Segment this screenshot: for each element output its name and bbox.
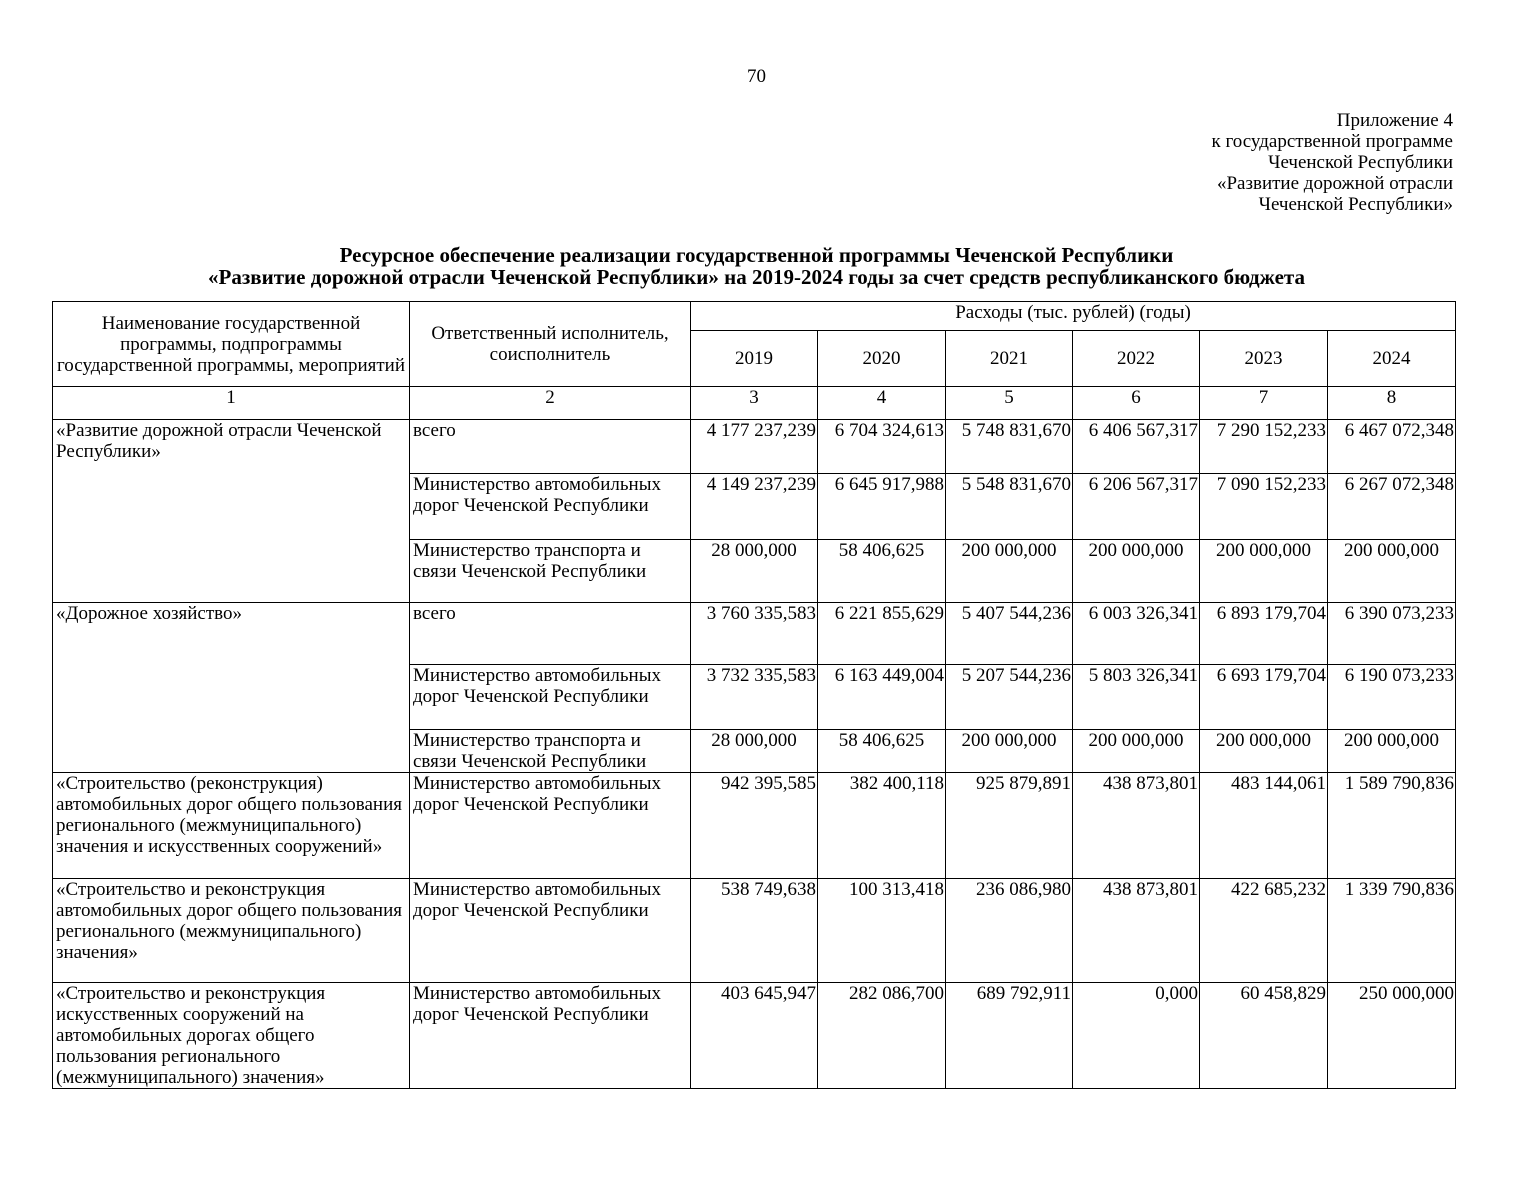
responsible-cell: Министерство транспорта и связи Чеченской Республики [410, 540, 691, 603]
table-row [53, 879, 1456, 983]
value-cell: 200 000,000 [1328, 730, 1456, 773]
appendix-line: к государственной программе [1211, 131, 1453, 152]
responsible-cell: всего [410, 603, 691, 665]
value-cell: 6 467 072,348 [1328, 420, 1456, 474]
value-cell: 6 267 072,348 [1328, 474, 1456, 540]
table-row [53, 983, 1456, 1089]
value-cell: 438 873,801 [1073, 773, 1200, 879]
column-number: 1 [53, 387, 410, 420]
value-cell: 1 339 790,836 [1328, 879, 1456, 983]
value-cell: 6 190 073,233 [1328, 665, 1456, 730]
value-cell: 5 407 544,236 [946, 603, 1073, 665]
value-cell: 3 732 335,583 [691, 665, 818, 730]
appendix-note [1053, 110, 1453, 215]
responsible-cell: всего [410, 420, 691, 474]
value-cell: 6 221 855,629 [818, 603, 946, 665]
value-cell: 6 163 449,004 [818, 665, 946, 730]
responsible-cell: Министерство автомобильных дорог Чеченской Республики [410, 773, 691, 879]
value-cell: 5 548 831,670 [946, 474, 1073, 540]
value-cell: 28 000,000 [691, 730, 818, 773]
value-cell: 6 893 179,704 [1200, 603, 1328, 665]
value-cell: 6 704 324,613 [818, 420, 946, 474]
value-cell: 689 792,911 [946, 983, 1073, 1089]
value-cell: 7 090 152,233 [1200, 474, 1328, 540]
responsible-cell: Министерство транспорта и связи Чеченской Республики [410, 730, 691, 773]
header-responsible: Ответственный исполнитель, соисполнитель [410, 302, 691, 387]
value-cell: 4 177 237,239 [691, 420, 818, 474]
column-number: 6 [1073, 387, 1200, 420]
value-cell: 58 406,625 [818, 540, 946, 603]
value-cell: 538 749,638 [691, 879, 818, 983]
table-row [53, 420, 1456, 474]
value-cell: 6 003 326,341 [1073, 603, 1200, 665]
responsible-cell: Министерство автомобильных дорог Чеченской Республики [410, 474, 691, 540]
table-row [53, 603, 1456, 665]
value-cell: 483 144,061 [1200, 773, 1328, 879]
value-cell: 200 000,000 [1328, 540, 1456, 603]
value-cell: 3 760 335,583 [691, 603, 818, 665]
value-cell: 200 000,000 [946, 730, 1073, 773]
header-year: 2022 [1073, 331, 1200, 387]
document-title-line: «Развитие дорожной отрасли Чеченской Республики» на 2019-2024 годы за счет средств республиканского бюджета [208, 265, 1305, 289]
value-cell: 200 000,000 [1073, 540, 1200, 603]
value-cell: 60 458,829 [1200, 983, 1328, 1089]
value-cell: 382 400,118 [818, 773, 946, 879]
value-cell: 6 693 179,704 [1200, 665, 1328, 730]
value-cell: 6 645 917,988 [818, 474, 946, 540]
value-cell: 5 803 326,341 [1073, 665, 1200, 730]
responsible-cell: Министерство автомобильных дорог Чеченской Республики [410, 879, 691, 983]
budget-table [52, 301, 1456, 1089]
column-number: 5 [946, 387, 1073, 420]
value-cell: 925 879,891 [946, 773, 1073, 879]
value-cell: 200 000,000 [1073, 730, 1200, 773]
appendix-line: Чеченской Республики» [1258, 194, 1453, 215]
value-cell: 200 000,000 [1200, 730, 1328, 773]
column-number: 3 [691, 387, 818, 420]
header-year: 2024 [1328, 331, 1456, 387]
value-cell: 200 000,000 [946, 540, 1073, 603]
program-name: «Развитие дорожной отрасли Чеченской Республики» [53, 420, 410, 603]
value-cell: 4 149 237,239 [691, 474, 818, 540]
header-year: 2019 [691, 331, 818, 387]
value-cell: 282 086,700 [818, 983, 946, 1089]
header-year: 2023 [1200, 331, 1328, 387]
appendix-line: Приложение 4 [1336, 110, 1453, 131]
value-cell: 422 685,232 [1200, 879, 1328, 983]
header-name: Наименование государственной программы, подпрограммы государственной программы, мероприятий [53, 302, 410, 387]
value-cell: 6 390 073,233 [1328, 603, 1456, 665]
responsible-cell: Министерство автомобильных дорог Чеченской Республики [410, 665, 691, 730]
appendix-line: Чеченской Республики [1268, 152, 1453, 173]
value-cell: 236 086,980 [946, 879, 1073, 983]
value-cell: 28 000,000 [691, 540, 818, 603]
program-name: «Дорожное хозяйство» [53, 603, 410, 773]
value-cell: 0,000 [1073, 983, 1200, 1089]
column-number-row [53, 387, 1456, 420]
header-expenses: Расходы (тыс. рублей) (годы) [691, 302, 1456, 331]
header-row [53, 302, 1456, 331]
value-cell: 250 000,000 [1328, 983, 1456, 1089]
value-cell: 942 395,585 [691, 773, 818, 879]
column-number: 4 [818, 387, 946, 420]
value-cell: 6 206 567,317 [1073, 474, 1200, 540]
value-cell: 7 290 152,233 [1200, 420, 1328, 474]
program-name: «Строительство и реконструкция искусственных сооружений на автомобильных дорогах общего пользования регионального (межмуниципального) значения» [53, 983, 410, 1089]
value-cell: 1 589 790,836 [1328, 773, 1456, 879]
value-cell: 6 406 567,317 [1073, 420, 1200, 474]
table-row [53, 773, 1456, 879]
value-cell: 58 406,625 [818, 730, 946, 773]
value-cell: 403 645,947 [691, 983, 818, 1089]
column-number: 2 [410, 387, 691, 420]
header-year: 2020 [818, 331, 946, 387]
document-title [0, 244, 1513, 288]
document-title-line: Ресурсное обеспечение реализации государственной программы Чеченской Республики [339, 243, 1174, 267]
program-name: «Строительство и реконструкция автомобильных дорог общего пользования регионального (межмуниципального) значения» [53, 879, 410, 983]
column-number: 7 [1200, 387, 1328, 420]
value-cell: 438 873,801 [1073, 879, 1200, 983]
header-year: 2021 [946, 331, 1073, 387]
value-cell: 100 313,418 [818, 879, 946, 983]
appendix-line: «Развитие дорожной отрасли [1216, 173, 1453, 194]
value-cell: 200 000,000 [1200, 540, 1328, 603]
responsible-cell: Министерство автомобильных дорог Чеченской Республики [410, 983, 691, 1089]
program-name: «Строительство (реконструкция) автомобильных дорог общего пользования регионального (межмуниципального) значения и искусственных сооружений» [53, 773, 410, 879]
value-cell: 5 748 831,670 [946, 420, 1073, 474]
column-number: 8 [1328, 387, 1456, 420]
page-number: 70 [747, 66, 766, 87]
value-cell: 5 207 544,236 [946, 665, 1073, 730]
